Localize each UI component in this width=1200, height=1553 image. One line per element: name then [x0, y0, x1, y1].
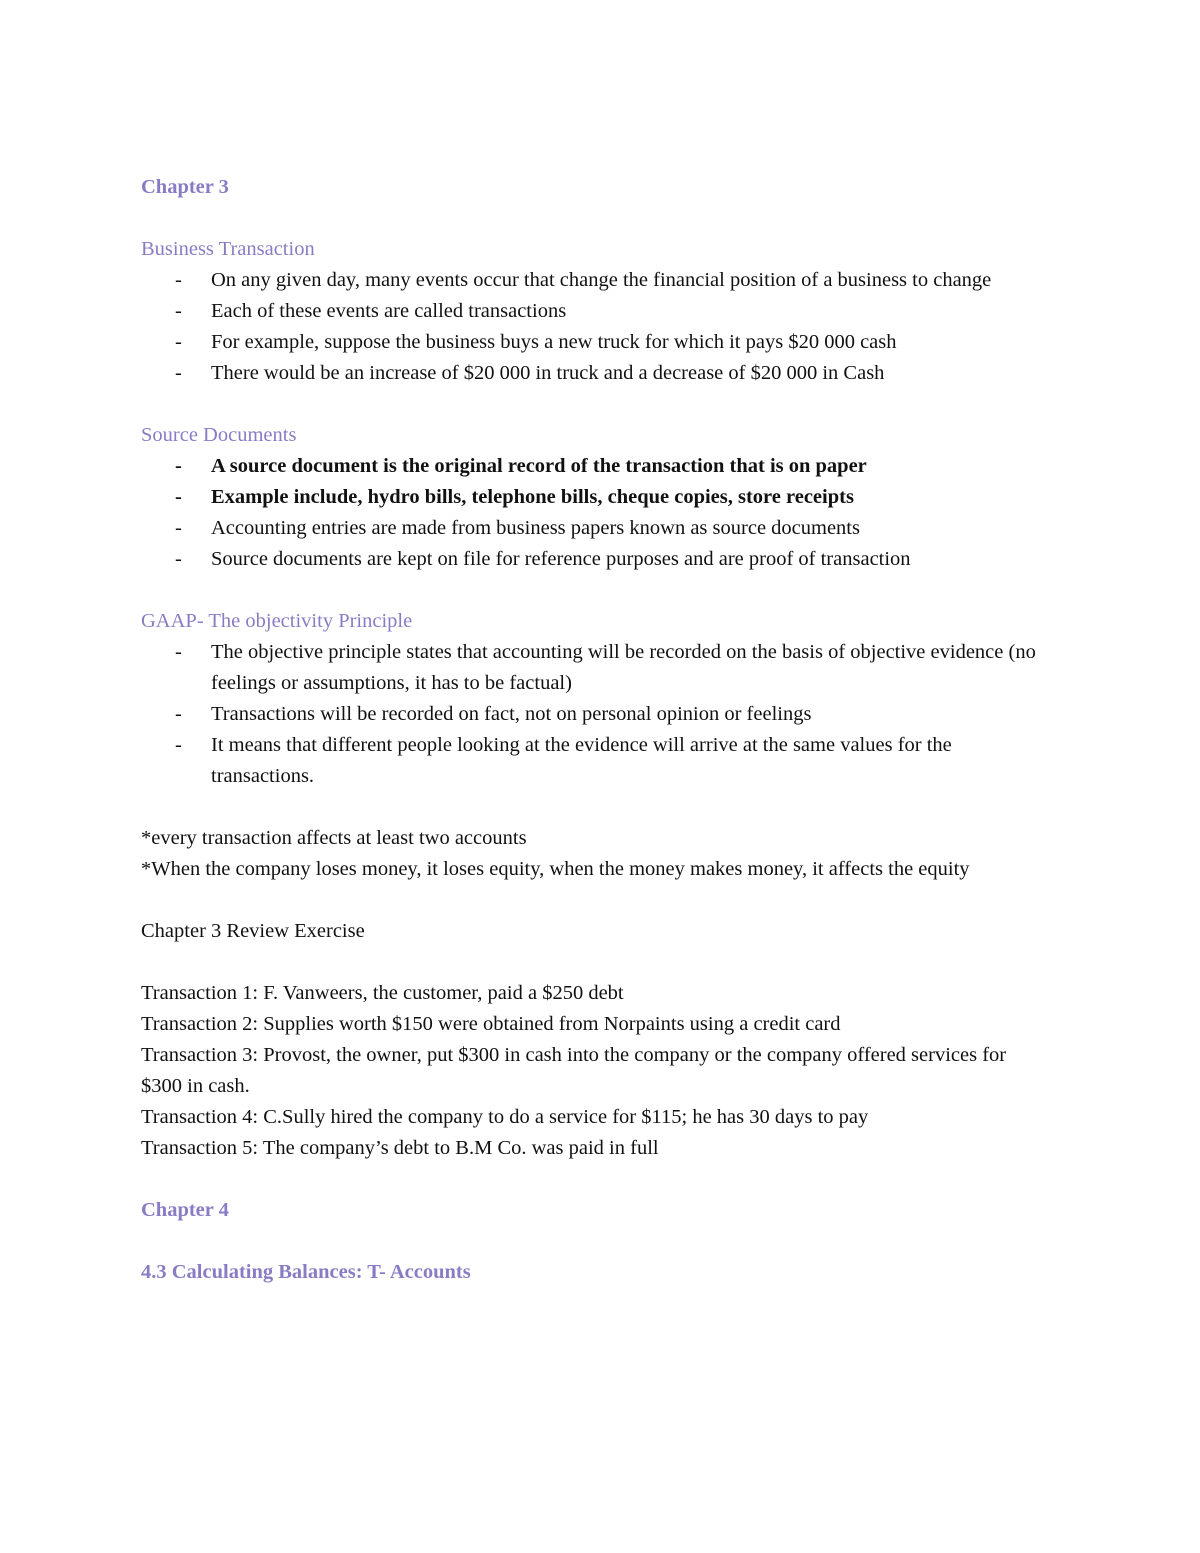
- dash-bullet-icon: -: [175, 486, 182, 508]
- source-documents-list: [141, 451, 1051, 575]
- dash-bullet-icon: -: [175, 548, 182, 570]
- section-4-3-heading: 4.3 Calculating Balances: T- Accounts: [141, 1261, 471, 1283]
- business-transaction-heading: Business Transaction: [141, 238, 315, 260]
- transaction-line: Transaction 1: F. Vanweers, the customer, paid a $250 debt: [141, 982, 624, 1004]
- list-item: - For example, suppose the business buys a new truck for which it pays $20 000 cash: [141, 327, 1051, 358]
- chapter-4-heading: Chapter 4: [141, 1199, 229, 1221]
- note-paragraph: *every transaction affects at least two accounts: [141, 827, 527, 849]
- transaction-line: Transaction 3: Provost, the owner, put $300 in cash into the company or the company offered services for $300 in cash.: [141, 1044, 1007, 1097]
- list-item: - There would be an increase of $20 000 in truck and a decrease of $20 000 in Cash: [141, 358, 1051, 389]
- list-item: - On any given day, many events occur that change the financial position of a business to change: [141, 265, 1051, 296]
- list-item: - It means that different people looking at the evidence will arrive at the same values for the transactions.: [141, 730, 1051, 792]
- dash-bullet-icon: -: [175, 641, 182, 663]
- dash-bullet-icon: -: [175, 269, 182, 291]
- list-item: - A source document is the original record of the transaction that is on paper: [141, 451, 1051, 482]
- chapter-3-heading: Chapter 3: [141, 176, 229, 198]
- dash-bullet-icon: -: [175, 734, 182, 756]
- list-item: - The objective principle states that accounting will be recorded on the basis of objective evidence (no feelings or assumptions, it has to be factual): [141, 637, 1051, 699]
- note-paragraph: *When the company loses money, it loses equity, when the money makes money, it affects the equity: [141, 858, 970, 880]
- dash-bullet-icon: -: [175, 362, 182, 384]
- list-item: - Example include, hydro bills, telephone bills, cheque copies, store receipts: [141, 482, 1051, 513]
- gaap-heading: GAAP- The objectivity Principle: [141, 610, 413, 632]
- gaap-list: [141, 637, 1051, 792]
- dash-bullet-icon: -: [175, 331, 182, 353]
- dash-bullet-icon: -: [175, 703, 182, 725]
- document-body: [141, 172, 1051, 1288]
- transaction-line: Transaction 5: The company’s debt to B.M Co. was paid in full: [141, 1137, 659, 1159]
- dash-bullet-icon: -: [175, 517, 182, 539]
- list-item: - Accounting entries are made from business papers known as source documents: [141, 513, 1051, 544]
- transaction-line: Transaction 2: Supplies worth $150 were obtained from Norpaints using a credit card: [141, 1013, 841, 1035]
- list-item: - Each of these events are called transactions: [141, 296, 1051, 327]
- review-exercise-title: Chapter 3 Review Exercise: [141, 920, 365, 942]
- list-item: - Transactions will be recorded on fact, not on personal opinion or feelings: [141, 699, 1051, 730]
- dash-bullet-icon: -: [175, 300, 182, 322]
- list-item: - Source documents are kept on file for reference purposes and are proof of transaction: [141, 544, 1051, 575]
- transaction-line: Transaction 4: C.Sully hired the company to do a service for $115; he has 30 days to pay: [141, 1106, 869, 1128]
- business-transaction-list: [141, 265, 1051, 389]
- source-documents-heading: Source Documents: [141, 424, 297, 446]
- dash-bullet-icon: -: [175, 455, 182, 477]
